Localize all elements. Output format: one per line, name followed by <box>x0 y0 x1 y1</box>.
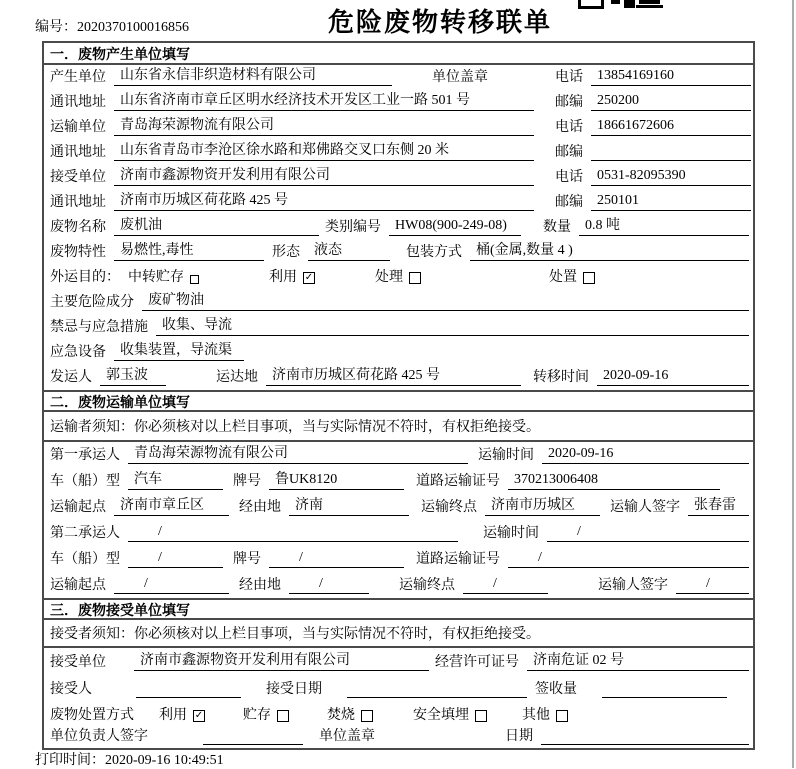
purpose-option-utilize: 利用 <box>269 270 297 285</box>
emergency-equipment-label: 应急设备 <box>50 345 106 360</box>
vehicle2-type-value: / <box>128 550 223 568</box>
route1-end-value: 济南市历城区 <box>485 494 600 516</box>
hazard-component-label: 主要危险成分 <box>50 295 134 310</box>
checkbox-treat <box>409 272 421 284</box>
road-permit2-label: 道路运输证号 <box>416 552 500 567</box>
signed-quantity-label: 签收量 <box>535 682 577 697</box>
row-vehicle1 <box>44 468 753 494</box>
checkbox-disposal-landfill <box>475 710 487 722</box>
disposal-option-storage: 贮存 <box>243 708 271 723</box>
accept-unit-value: 济南市鑫源物资开发利用有限公司 <box>134 649 429 671</box>
waste-form-label: 形态 <box>272 245 300 260</box>
row-receiver-address <box>44 190 753 215</box>
row-emergency-equipment <box>44 340 753 365</box>
page-title: 危险废物转移联单 <box>328 8 553 37</box>
waste-property-label: 废物特性 <box>50 245 106 260</box>
route1-via-value: 济南 <box>289 494 409 516</box>
section2-header: 二．废物运输单位填写 <box>44 390 753 412</box>
first-carrier-label: 第一承运人 <box>50 448 120 463</box>
sign-date-value <box>541 729 749 745</box>
row-taboo-measures <box>44 315 753 340</box>
plate1-value: 鲁UK8120 <box>269 468 404 490</box>
receiver-zip-label: 邮编 <box>555 195 583 210</box>
transporter-zip-label: 邮编 <box>555 145 583 160</box>
section3-header: 三．废物接受单位填写 <box>44 598 753 620</box>
section1-header: 一．废物产生单位填写 <box>44 43 753 65</box>
hazard-component-value: 废矿物油 <box>142 289 749 311</box>
print-time-label: 打印时间： <box>35 753 105 768</box>
disposal-option-incinerate: 焚烧 <box>327 708 355 723</box>
accept-date-label: 接受日期 <box>266 682 322 697</box>
producer-value: 山东省永信非织造材料有限公司 <box>114 64 392 86</box>
waste-name-value: 废机油 <box>114 214 319 236</box>
checkbox-disposal-storage <box>277 710 289 722</box>
receiver-tel-label: 电话 <box>555 170 583 185</box>
sign-date-label: 日期 <box>505 729 533 744</box>
row-responsible-sign <box>44 728 753 748</box>
route1-sign-value: 张春雷 <box>688 494 749 516</box>
row-purpose <box>44 265 753 290</box>
checkbox-dispose <box>583 272 595 284</box>
form-number-label: 编号： <box>35 20 77 35</box>
waste-form-value: 液态 <box>308 239 390 261</box>
row-transporter-address <box>44 140 753 165</box>
responsible-sign-label: 单位负责人签字 <box>50 729 148 744</box>
transporter-zip-value <box>591 145 751 161</box>
purpose-option-transfer-storage: 中转贮存 <box>128 270 184 285</box>
route2-start-value: / <box>114 576 229 594</box>
waste-name-label: 废物名称 <box>50 220 106 235</box>
producer-zip-label: 邮编 <box>555 95 583 110</box>
route1-sign-label: 运输人签字 <box>610 500 680 515</box>
transport-time2-value: / <box>547 524 749 542</box>
packing-value: 桶(金属,数量 4 ) <box>470 239 749 261</box>
qr-block <box>578 0 604 9</box>
first-carrier-value: 青岛海荣源物流有限公司 <box>128 442 468 464</box>
producer-tel-label: 电话 <box>555 70 583 85</box>
vehicle1-type-label: 车（船）型 <box>50 474 120 489</box>
receiver-value: 济南市鑫源物资开发利用有限公司 <box>114 164 534 186</box>
transporter-tel-value: 18661672606 <box>591 118 751 136</box>
route2-via-label: 经由地 <box>239 578 281 593</box>
taboo-measures-value: 收集、导流 <box>156 314 749 336</box>
road-permit2-value: / <box>508 550 749 568</box>
row-route1 <box>44 494 753 520</box>
route2-end-value: / <box>463 576 548 594</box>
row-producer-address <box>44 90 753 115</box>
receiver-label: 接受单位 <box>50 170 106 185</box>
transfer-time-value: 2020-09-16 <box>597 368 749 386</box>
producer-zip-value: 250200 <box>591 93 751 111</box>
disposal-option-landfill: 安全填埋 <box>413 708 469 723</box>
purpose-option-dispose: 处置 <box>549 270 577 285</box>
route1-start-value: 济南市章丘区 <box>114 494 229 516</box>
route2-sign-value: / <box>676 576 749 594</box>
accept-date-value <box>347 682 527 698</box>
receiver-address-label: 通讯地址 <box>50 195 106 210</box>
section3-notice: 接受者须知：你必须核对以上栏目事项，当与实际情况不符时，有权拒绝接受。 <box>44 620 753 648</box>
transport-time2-label: 运输时间 <box>483 526 539 541</box>
route2-end-label: 运输终点 <box>399 578 455 593</box>
row-receiver <box>44 165 753 190</box>
disposal-option-utilize: 利用 <box>159 708 187 723</box>
row-producer <box>44 65 753 90</box>
unit-seal-label: 单位盖章 <box>319 729 375 744</box>
dispatcher-label: 发运人 <box>50 370 92 385</box>
acceptor-value <box>136 682 241 698</box>
taboo-measures-label: 禁忌与应急措施 <box>50 320 148 335</box>
receiver-tel-value: 0531-82095390 <box>591 168 751 186</box>
transport-time-label: 运输时间 <box>478 448 534 463</box>
receiver-zip-value: 250101 <box>591 193 751 211</box>
route2-via-value: / <box>289 576 369 594</box>
route1-via-label: 经由地 <box>239 500 281 515</box>
destination-value: 济南市历城区荷花路 425 号 <box>266 364 521 386</box>
route2-start-label: 运输起点 <box>50 578 106 593</box>
transporter-address-value: 山东省青岛市李沧区徐水路和郑佛路交叉口东侧 20 米 <box>114 139 534 161</box>
qr-block <box>639 0 660 4</box>
section2-notice: 运输者须知：你必须核对以上栏目事项，当与实际情况不符时，有权拒绝接受。 <box>44 412 753 442</box>
print-time <box>35 749 224 769</box>
qr-block <box>611 0 620 4</box>
second-carrier-label: 第二承运人 <box>50 526 120 541</box>
form-number-value: 2020370100016856 <box>77 20 189 35</box>
transporter-address-label: 通讯地址 <box>50 145 106 160</box>
checkbox-disposal-incinerate <box>361 710 373 722</box>
waste-property-value: 易燃性,毒性 <box>114 239 264 261</box>
purpose-label: 外运目的： <box>50 270 120 285</box>
purpose-option-treat: 处理 <box>375 270 403 285</box>
transfer-time-label: 转移时间 <box>533 370 589 385</box>
plate2-value: / <box>269 550 404 568</box>
plate2-label: 牌号 <box>233 552 261 567</box>
license-value: 济南危证 02 号 <box>527 649 749 671</box>
row-route2 <box>44 572 753 598</box>
plate1-label: 牌号 <box>233 474 261 489</box>
row-disposal-method <box>44 702 753 728</box>
disposal-option-other: 其他 <box>522 708 550 723</box>
emergency-equipment-value: 收集装置，导流渠 <box>114 339 244 361</box>
dispatcher-value: 郭玉波 <box>100 364 166 386</box>
route2-sign-label: 运输人签字 <box>598 578 668 593</box>
vehicle1-type-value: 汽车 <box>128 468 223 490</box>
transporter-label: 运输单位 <box>50 120 106 135</box>
row-vehicle2 <box>44 546 753 572</box>
receiver-address-value: 济南市历城区荷花路 425 号 <box>114 189 534 211</box>
producer-seal-label: 单位盖章 <box>432 70 488 85</box>
waste-category-label: 类别编号 <box>325 220 381 235</box>
second-carrier-value: / <box>128 524 458 542</box>
vehicle2-type-label: 车（船）型 <box>50 552 120 567</box>
producer-label: 产生单位 <box>50 70 106 85</box>
row-waste-property <box>44 240 753 265</box>
row-first-carrier <box>44 442 753 468</box>
disposal-method-label: 废物处置方式 <box>50 708 134 723</box>
row-dispatch <box>44 365 753 390</box>
transport-time-value: 2020-09-16 <box>542 446 749 464</box>
acceptor-label: 接受人 <box>50 682 92 697</box>
row-accept-unit <box>44 648 753 675</box>
producer-tel-value: 13854169160 <box>591 68 751 86</box>
road-permit1-label: 道路运输证号 <box>416 474 500 489</box>
row-second-carrier <box>44 520 753 546</box>
qr-block <box>636 5 663 8</box>
page-edge-divider <box>792 0 794 768</box>
checkbox-transfer-storage <box>190 275 199 284</box>
route1-start-label: 运输起点 <box>50 500 106 515</box>
producer-address-value: 山东省济南市章丘区明水经济技术开发区工业一路 501 号 <box>114 89 534 111</box>
row-waste-name <box>44 215 753 240</box>
waste-quantity-value: 0.8 吨 <box>579 214 749 236</box>
route1-end-label: 运输终点 <box>421 500 477 515</box>
row-transporter <box>44 115 753 140</box>
transporter-value: 青岛海荣源物流有限公司 <box>114 114 534 136</box>
transporter-tel-label: 电话 <box>555 120 583 135</box>
responsible-sign-value <box>203 729 303 745</box>
road-permit1-value: 370213006408 <box>508 472 720 490</box>
qr-block <box>624 0 635 8</box>
form-number <box>35 16 189 36</box>
waste-transfer-form <box>42 41 755 750</box>
row-hazard-component <box>44 290 753 315</box>
qr-code-fragment <box>578 0 673 10</box>
packing-label: 包装方式 <box>406 245 462 260</box>
waste-quantity-label: 数量 <box>543 220 571 235</box>
row-acceptor <box>44 675 753 702</box>
destination-label: 运达地 <box>216 370 258 385</box>
checkbox-utilize: ✓ <box>304 272 314 283</box>
license-label: 经营许可证号 <box>435 655 519 670</box>
print-time-value: 2020-09-16 10:49:51 <box>105 753 224 768</box>
accept-unit-label: 接受单位 <box>50 655 106 670</box>
waste-category-value: HW08(900-249-08) <box>389 218 521 236</box>
producer-address-label: 通讯地址 <box>50 95 106 110</box>
checkbox-disposal-other <box>556 710 568 722</box>
checkbox-disposal-utilize: ✓ <box>194 710 204 721</box>
signed-quantity-value <box>602 682 727 698</box>
